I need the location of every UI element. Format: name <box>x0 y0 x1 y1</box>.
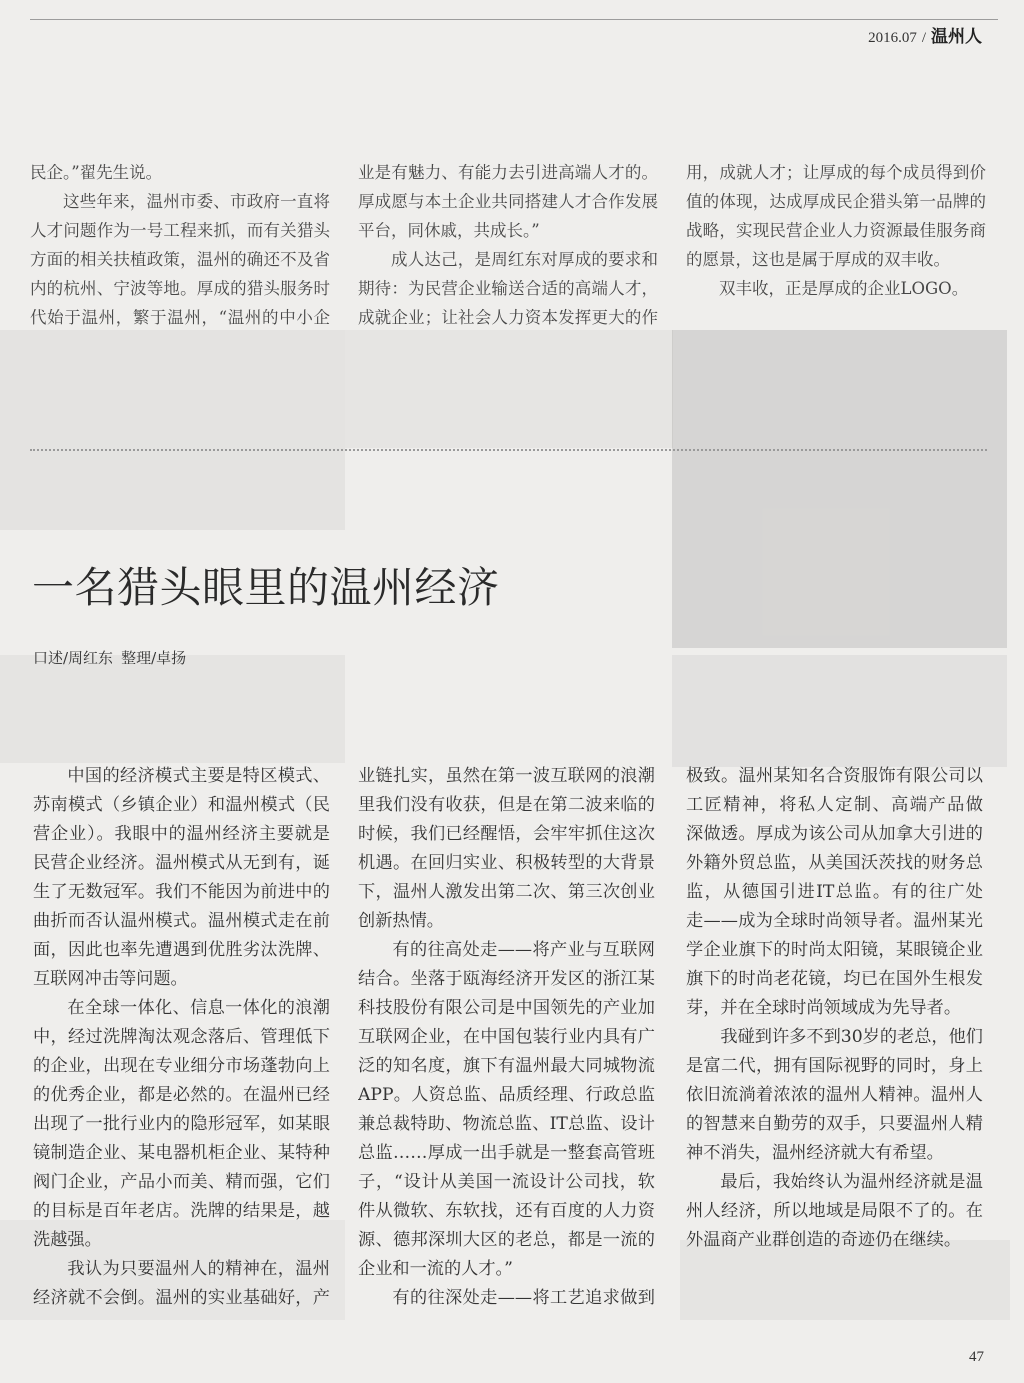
text-line: 依旧流淌着浓浓的温州人精神。温州人 <box>686 1085 983 1105</box>
text-line: 成就企业；让社会人力资本发挥更大的作 <box>358 308 658 327</box>
paragraph <box>686 1023 983 1168</box>
text-line: 深做透。厚成为该公司从加拿大引进的 <box>686 824 983 844</box>
text-line: 用，成就人才；让厚成的每个成员得到价 <box>686 163 986 182</box>
text-line: 生了无数冠军。我们不能因为前进中的 <box>33 882 330 902</box>
text-line: 的目标是百年老店。洗牌的结果是，越 <box>33 1201 330 1221</box>
top-column <box>358 158 658 332</box>
body-column <box>686 762 983 1255</box>
text-line: 最后，我始终认为温州经济就是温 <box>720 1172 983 1192</box>
text-line: 阀门企业，产品小而美、精而强，它们 <box>33 1172 330 1192</box>
text-line: 里我们没有收获，但是在第二波来临的 <box>358 795 655 815</box>
byline-narrator: 口述/周红东 <box>33 649 114 667</box>
text-line: 洗越强。 <box>33 1230 102 1250</box>
text-line: 的优秀企业，都是必然的。在温州已经 <box>33 1085 330 1105</box>
paragraph <box>30 187 330 332</box>
text-line: 监，从德国引进IT总监。有的往广处 <box>686 882 983 902</box>
text-line: 经济就不会倒。温州的实业基础好，产 <box>33 1288 330 1308</box>
show-through-shade <box>0 330 345 530</box>
paragraph <box>33 762 330 994</box>
text-line: 面，因此也率先遭遇到优胜劣汰洗牌、 <box>33 940 330 960</box>
text-line: 结合。坐落于瓯海经济开发区的浙江某 <box>358 969 655 989</box>
text-line: 下，温州人激发出第二次、第三次创业 <box>358 882 655 902</box>
text-line: 业链扎实，虽然在第一波互联网的浪潮 <box>358 766 655 786</box>
text-line: 平台，同休戚，共成长。” <box>358 221 540 240</box>
text-line: 人才问题作为一号工程来抓，而有关猎头 <box>30 221 330 240</box>
body-column <box>358 762 655 1313</box>
text-line: 民企。”翟先生说。 <box>30 163 163 182</box>
text-line: 时候，我们已经醒悟，会牢牢抓住这次 <box>358 824 655 844</box>
text-line: 州人经济，所以地域是局限不了的。在 <box>686 1201 983 1221</box>
text-line: 镜制造企业、某电器机柜企业、某特种 <box>33 1143 330 1163</box>
text-line: 芽，并在全球时尚领域成为先导者。 <box>686 998 962 1018</box>
text-line: 是富二代，拥有国际视野的同时，身上 <box>686 1056 983 1076</box>
text-line: 企业和一流的人才。” <box>358 1259 513 1279</box>
text-line: 成人达己，是周红东对厚成的要求和 <box>391 250 658 269</box>
text-line: 外温商产业群创造的奇迹仍在继续。 <box>686 1230 962 1250</box>
text-line: 科技股份有限公司是中国领先的产业加 <box>358 998 655 1018</box>
header-rule <box>30 19 998 20</box>
text-line: 兼总裁特助、物流总监、IT总监、设计 <box>358 1114 655 1134</box>
issue-date: 2016.07 <box>868 30 917 46</box>
text-line: 内的杭州、宁波等地。厚成的猎头服务时 <box>30 279 330 298</box>
show-through-shade <box>345 330 673 448</box>
running-header <box>868 22 982 47</box>
text-line: 中国的经济模式主要是特区模式、 <box>67 766 330 786</box>
body-column <box>33 762 330 1313</box>
text-line: 工匠精神，将私人定制、高端产品做 <box>686 795 983 815</box>
paragraph <box>30 158 330 187</box>
text-line: 这些年来，温州市委、市政府一直将 <box>63 192 330 211</box>
text-line: 互联网冲击等问题。 <box>33 969 188 989</box>
text-line: 神不消失，温州经济就大有希望。 <box>686 1143 944 1163</box>
text-line: 营企业）。我眼中的温州经济主要就是 <box>33 824 330 844</box>
text-line: 有的往高处走——将产业与互联网 <box>392 940 655 960</box>
show-through-shade <box>0 655 345 763</box>
paragraph <box>33 994 330 1255</box>
text-line: 苏南模式（乡镇企业）和温州模式（民 <box>33 795 330 815</box>
text-line: 期待：为民营企业输送合适的高端人才， <box>358 279 658 298</box>
text-line: 有的往深处走——将工艺追求做到 <box>392 1288 655 1308</box>
text-line: 的愿景，这也是属于厚成的双丰收。 <box>686 250 950 269</box>
byline <box>33 648 186 668</box>
text-line: 民营企业经济。温州模式从无到有，诞 <box>33 853 330 873</box>
text-line: 在全球一体化、信息一体化的浪潮 <box>67 998 330 1018</box>
magazine-name: 温州人 <box>931 27 982 47</box>
paragraph <box>358 1284 655 1313</box>
text-line: 旗下的时尚老花镜，均已在国外生根发 <box>686 969 983 989</box>
header-separator: / <box>921 30 926 46</box>
text-line: 曲折而否认温州模式。温州模式走在前 <box>33 911 330 931</box>
text-line: 走——成为全球时尚领导者。温州某光 <box>686 911 983 931</box>
text-line: 的企业，出现在专业细分市场蓬勃向上 <box>33 1056 330 1076</box>
paragraph <box>33 1255 330 1313</box>
text-line: 战略，实现民营企业人力资源最佳服务商 <box>686 221 986 240</box>
text-line: 值的体现，达成厚成民企猎头第一品牌的 <box>686 192 986 211</box>
text-line: 我认为只要温州人的精神在，温州 <box>67 1259 330 1279</box>
text-line: 中，经过洗牌淘汰观念落后、管理低下 <box>33 1027 330 1047</box>
paragraph <box>686 158 986 274</box>
text-line: 外籍外贸总监，从美国沃茨找的财务总 <box>686 853 983 873</box>
paragraph <box>686 274 986 303</box>
text-line: 源、德邦深圳大区的老总，都是一流的 <box>358 1230 655 1250</box>
text-line: 厚成愿与本土企业共同搭建人才合作发展 <box>358 192 658 211</box>
text-line: APP。人资总监、品质经理、行政总监 <box>358 1085 655 1105</box>
text-line: 双丰收，正是厚成的企业LOGO。 <box>719 279 969 298</box>
byline-editor: 整理/卓扬 <box>121 649 187 667</box>
text-line: 子，“设计从美国一流设计公司找，软 <box>358 1172 655 1192</box>
paragraph <box>358 245 658 332</box>
text-line: 我碰到许多不到30岁的老总，他们 <box>720 1027 983 1047</box>
text-line: 总监……厚成一出手就是一整套高管班 <box>358 1143 655 1163</box>
text-line: 出现了一批行业内的隐形冠军，如某眼 <box>33 1114 330 1134</box>
text-line: 学企业旗下的时尚太阳镜，某眼镜企业 <box>686 940 983 960</box>
paragraph <box>686 1168 983 1255</box>
show-through-shade <box>672 655 1007 767</box>
top-column <box>30 158 330 332</box>
text-line: 代始于温州，繁于温州，“温州的中小企 <box>30 308 330 327</box>
text-line: 件从微软、东软找，还有百度的人力资 <box>358 1201 655 1221</box>
paragraph <box>358 158 658 245</box>
text-line: 的智慧来自勤劳的双手，只要温州人精 <box>686 1114 983 1134</box>
text-line: 方面的相关扶植政策，温州的确还不及省 <box>30 250 330 269</box>
article-title: 一名猎头眼里的温州经济 <box>32 563 500 612</box>
paragraph <box>358 762 655 936</box>
paragraph <box>686 762 983 1023</box>
top-column <box>686 158 986 303</box>
text-line: 机遇。在回归实业、积极转型的大背景 <box>358 853 655 873</box>
text-line: 创新热情。 <box>358 911 444 931</box>
text-line: 互联网企业，在中国包装行业内具有广 <box>358 1027 655 1047</box>
section-divider <box>30 449 987 451</box>
text-line: 业是有魅力、有能力去引进高端人才的。 <box>358 163 658 182</box>
page-number: 47 <box>969 1349 984 1365</box>
paragraph <box>358 936 655 1284</box>
text-line: 泛的知名度，旗下有温州最大同城物流 <box>358 1056 655 1076</box>
text-line: 极致。温州某知名合资服饰有限公司以 <box>686 766 983 786</box>
show-through-shade <box>672 330 1007 648</box>
